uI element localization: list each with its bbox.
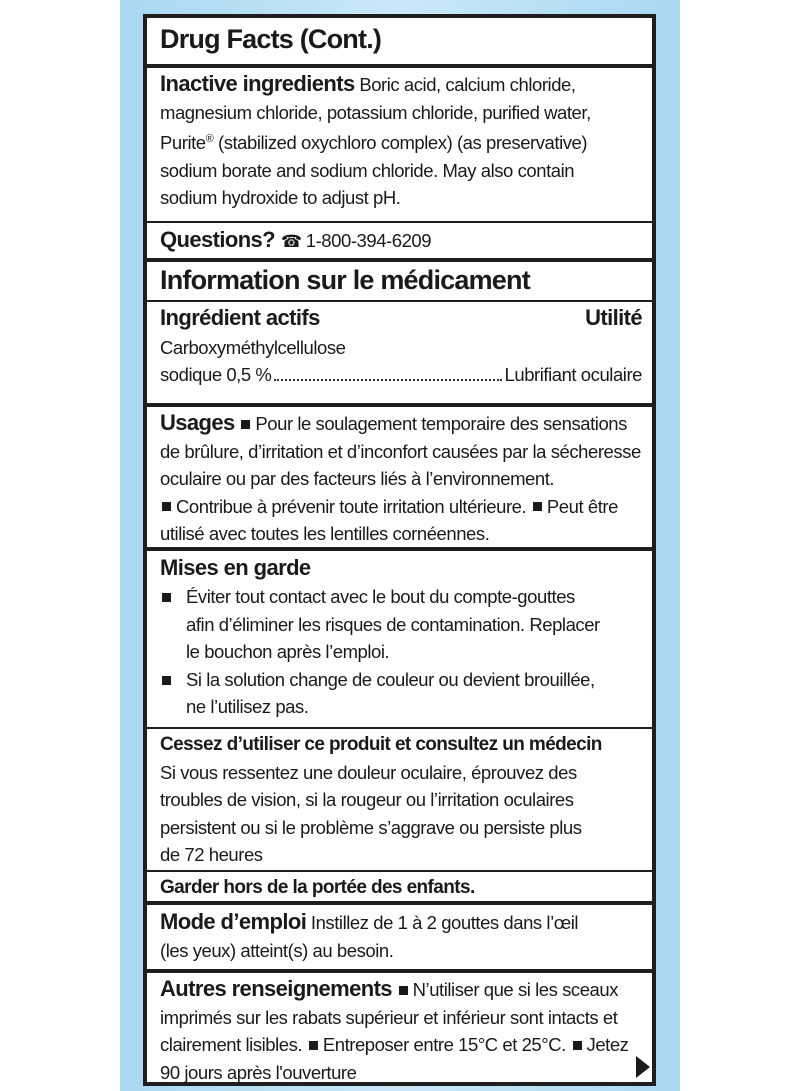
bullet-square-icon (241, 420, 250, 429)
usages-heading: Usages (160, 410, 235, 435)
purpose-heading: Utilité (585, 305, 642, 330)
warnings-section (147, 551, 652, 727)
usages-line: oculaire ou par des facteurs liés à l’environnement. (160, 468, 555, 489)
warnings-heading: Mises en garde (160, 555, 311, 580)
drug-facts-title: Drug Facts (Cont.) (160, 24, 382, 54)
stop-use-line: de 72 heures (160, 844, 263, 865)
warnings-list (160, 583, 642, 721)
other-info-line: 90 jours après l'ouverture (160, 1061, 357, 1083)
usages-line: de brûlure, d’irritation et d’inconfort causées par la sécheresse (160, 440, 641, 462)
inactive-ingredients-section (147, 68, 652, 218)
active-ingredient-amount: sodique 0,5 % (160, 364, 272, 385)
divider (147, 870, 652, 872)
stop-use-section (147, 730, 652, 871)
stop-use-line: troubles de vision, si la rougeur ou l’irritation oculaires (160, 789, 574, 810)
warning-line: ne l’utilisez pas. (186, 696, 309, 717)
warning-line: afin d’éliminer les risques de contamination. Replacer (186, 613, 600, 635)
other-info-line: N’utiliser que si les sceaux (412, 979, 619, 1000)
divider (147, 300, 652, 302)
active-ingredient-section (147, 303, 652, 403)
questions-section (147, 224, 652, 258)
info-medicament-title: Information sur le médicament (160, 265, 530, 295)
keep-away-section (147, 873, 652, 903)
active-ingredient-name: Carboxyméthylcellulose (160, 336, 346, 358)
other-info-line: Entreposer entre 15°C et 25°C. (322, 1034, 566, 1055)
inactive-line: sodium borate and sodium chloride. May also contain (160, 159, 575, 181)
info-medicament-header (147, 262, 652, 302)
other-info-line: imprimés sur les rabats supérieur et inférieur sont intacts et (160, 1006, 618, 1028)
purpose-value: Lubrifiant oculaire (504, 364, 642, 385)
usages-line: Peut être (546, 495, 618, 517)
bullet-square-icon (533, 502, 542, 511)
bullet-square-icon (162, 593, 171, 602)
other-info-line: Jetez (586, 1034, 629, 1055)
inactive-line: magnesium chloride, potassium chloride, purified water, (160, 101, 591, 123)
bullet-square-icon (573, 1041, 582, 1050)
questions-heading: Questions? (160, 227, 276, 252)
other-info-line: clairement lisibles. (160, 1034, 303, 1055)
drug-facts-header (147, 22, 652, 62)
inactive-ingredients-heading: Inactive ingredients (160, 71, 355, 96)
continue-arrow-icon (636, 1056, 650, 1078)
warning-line: Si la solution change de couleur ou devient brouillée, (186, 668, 595, 690)
directions-line: (les yeux) atteint(s) au besoin. (160, 939, 394, 961)
phone-number[interactable]: 1-800-394-6209 (305, 230, 432, 251)
inactive-line: Boric acid, calcium chloride, (359, 74, 576, 95)
usages-line: utilisé avec toutes les lentilles cornéennes. (160, 523, 490, 544)
drug-facts-panel (143, 14, 656, 1086)
usages-section (147, 407, 652, 547)
warning-line: le bouchon après l’emploi. (186, 641, 390, 662)
directions-section (147, 905, 652, 967)
bullet-square-icon (309, 1041, 318, 1050)
leader-dots (274, 378, 501, 381)
bullet-square-icon (162, 502, 171, 511)
directions-heading: Mode d’emploi (160, 909, 307, 934)
other-info-section (147, 973, 652, 1086)
stop-use-line: Si vous ressentez une douleur oculaire, éprouvez des (160, 761, 577, 783)
list-item (160, 583, 642, 666)
active-ingredient-heading: Ingrédient actifs (160, 305, 320, 330)
directions-line: Instillez de 1 à 2 gouttes dans l’œil (310, 912, 579, 933)
bullet-square-icon (162, 676, 171, 685)
phone-icon: ☎ (281, 232, 302, 251)
bullet-square-icon (399, 986, 408, 995)
inactive-line: sodium hydroxide to adjust pH. (160, 187, 401, 209)
divider (147, 221, 652, 223)
keep-away-text: Garder hors de la portée des enfants. (160, 877, 475, 898)
registered-mark: ® (205, 133, 214, 145)
usages-line: Pour le soulagement temporaire des sensations (255, 413, 627, 434)
other-info-heading: Autres renseignements (160, 976, 392, 1001)
usages-line: Contribue à prévenir toute irritation ultérieure. (176, 495, 527, 517)
inactive-line: (stabilized oxychloro complex) (as preservative) (213, 132, 588, 154)
active-ingredient-row (160, 361, 642, 389)
divider (147, 727, 652, 729)
warning-line: Éviter tout contact avec le bout du compte-gouttes (186, 586, 575, 607)
stop-use-heading: Cessez d’utiliser ce produit et consultez un médecin (160, 734, 602, 755)
inactive-line: Purite (160, 132, 206, 154)
stop-use-line: persistent ou si le problème s’aggrave ou persiste plus (160, 816, 582, 838)
list-item (160, 666, 642, 721)
